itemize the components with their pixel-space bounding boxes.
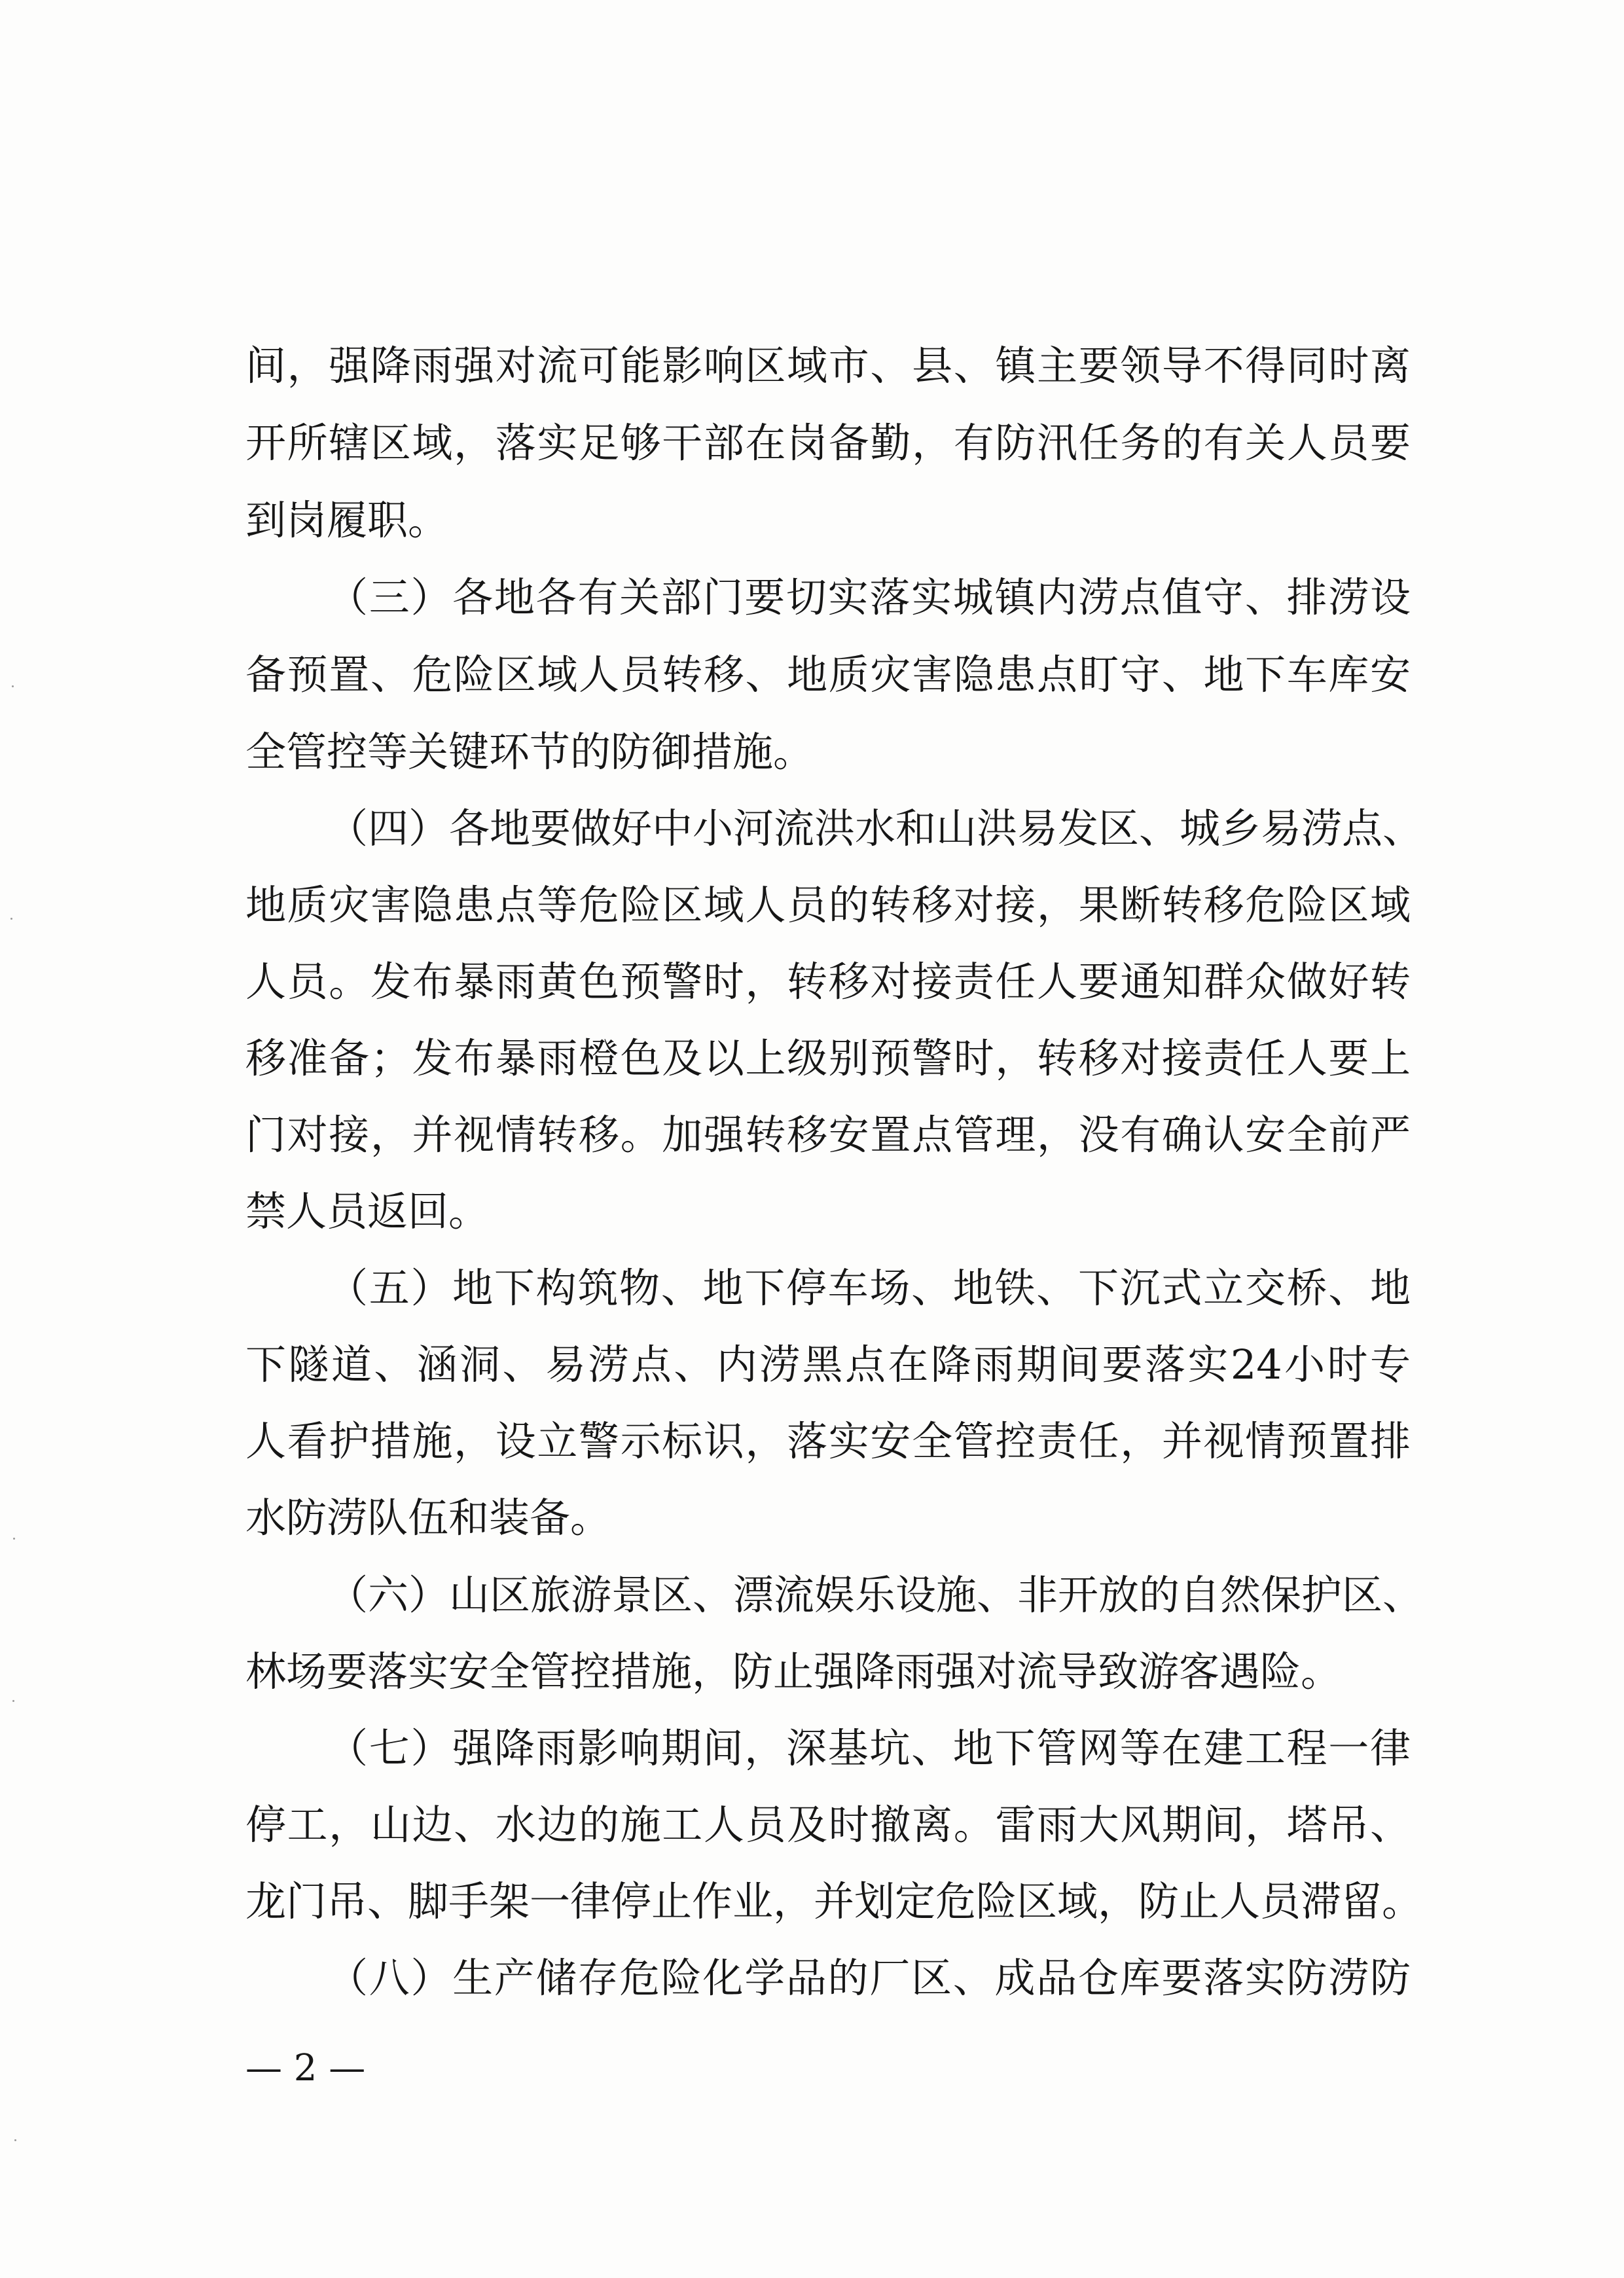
scan-speck	[10, 918, 12, 920]
body-text-line: 人看护措施，设立警示标识，落实安全管控责任，并视情预置排	[245, 1417, 1411, 1465]
body-text-line: 全管控等关键环节的防御措施。	[245, 728, 814, 776]
body-text-line: 林场要落实安全管控措施，防止强降雨强对流导致游客遇险。	[245, 1648, 1342, 1695]
body-text-line: 到岗履职。	[245, 496, 449, 544]
paragraph-first-line: （六）山区旅游景区、漂流娱乐设施、非开放的自然保护区、	[327, 1571, 1424, 1619]
body-text-line: 停工，山边、水边的施工人员及时撤离。雷雨大风期间，塔吊、	[245, 1801, 1411, 1849]
body-text-line: 间，强降雨强对流可能影响区域市、县、镇主要领导不得同时离	[245, 342, 1411, 389]
page-number: — 2 —	[245, 2047, 366, 2089]
body-text-line: 地质灾害隐患点等危险区域人员的转移对接，果断转移危险区域	[245, 881, 1411, 929]
body-text-line: 水防涝队伍和装备。	[245, 1494, 611, 1542]
paragraph-first-line: （八）生产储存危险化学品的厂区、成品仓库要落实防涝防	[327, 1954, 1411, 2002]
body-text-line: 开所辖区域，落实足够干部在岗备勤，有防汛任务的有关人员要	[245, 419, 1411, 467]
scan-speck	[13, 1538, 15, 1540]
body-text-line: 龙门吊、脚手架一律停止作业，并划定危险区域，防止人员滞留。	[245, 1877, 1423, 1925]
paragraph-first-line: （五）地下构筑物、地下停车场、地铁、下沉式立交桥、地	[327, 1264, 1411, 1312]
body-text-line: 禁人员返回。	[245, 1187, 490, 1235]
body-text-line: 备预置、危险区域人员转移、地质灾害隐患点盯守、地下车库安	[245, 651, 1411, 698]
scan-speck	[14, 2139, 16, 2141]
body-text-line: 下隧道、涵洞、易涝点、内涝黑点在降雨期间要落实24小时专	[245, 1341, 1411, 1388]
paragraph-first-line: （四）各地要做好中小河流洪水和山洪易发区、城乡易涝点、	[327, 805, 1424, 852]
paragraph-first-line: （三）各地各有关部门要切实落实城镇内涝点值守、排涝设	[327, 573, 1411, 621]
scan-speck	[12, 1700, 14, 1702]
body-text-line: 移准备；发布暴雨橙色及以上级别预警时，转移对接责任人要上	[245, 1034, 1411, 1082]
body-text-line: 门对接，并视情转移。加强转移安置点管理，没有确认安全前严	[245, 1111, 1411, 1159]
scan-speck	[12, 685, 14, 687]
body-text-line: 人员。发布暴雨黄色预警时，转移对接责任人要通知群众做好转	[245, 958, 1411, 1005]
paragraph-first-line: （七）强降雨影响期间，深基坑、地下管网等在建工程一律	[327, 1724, 1411, 1772]
